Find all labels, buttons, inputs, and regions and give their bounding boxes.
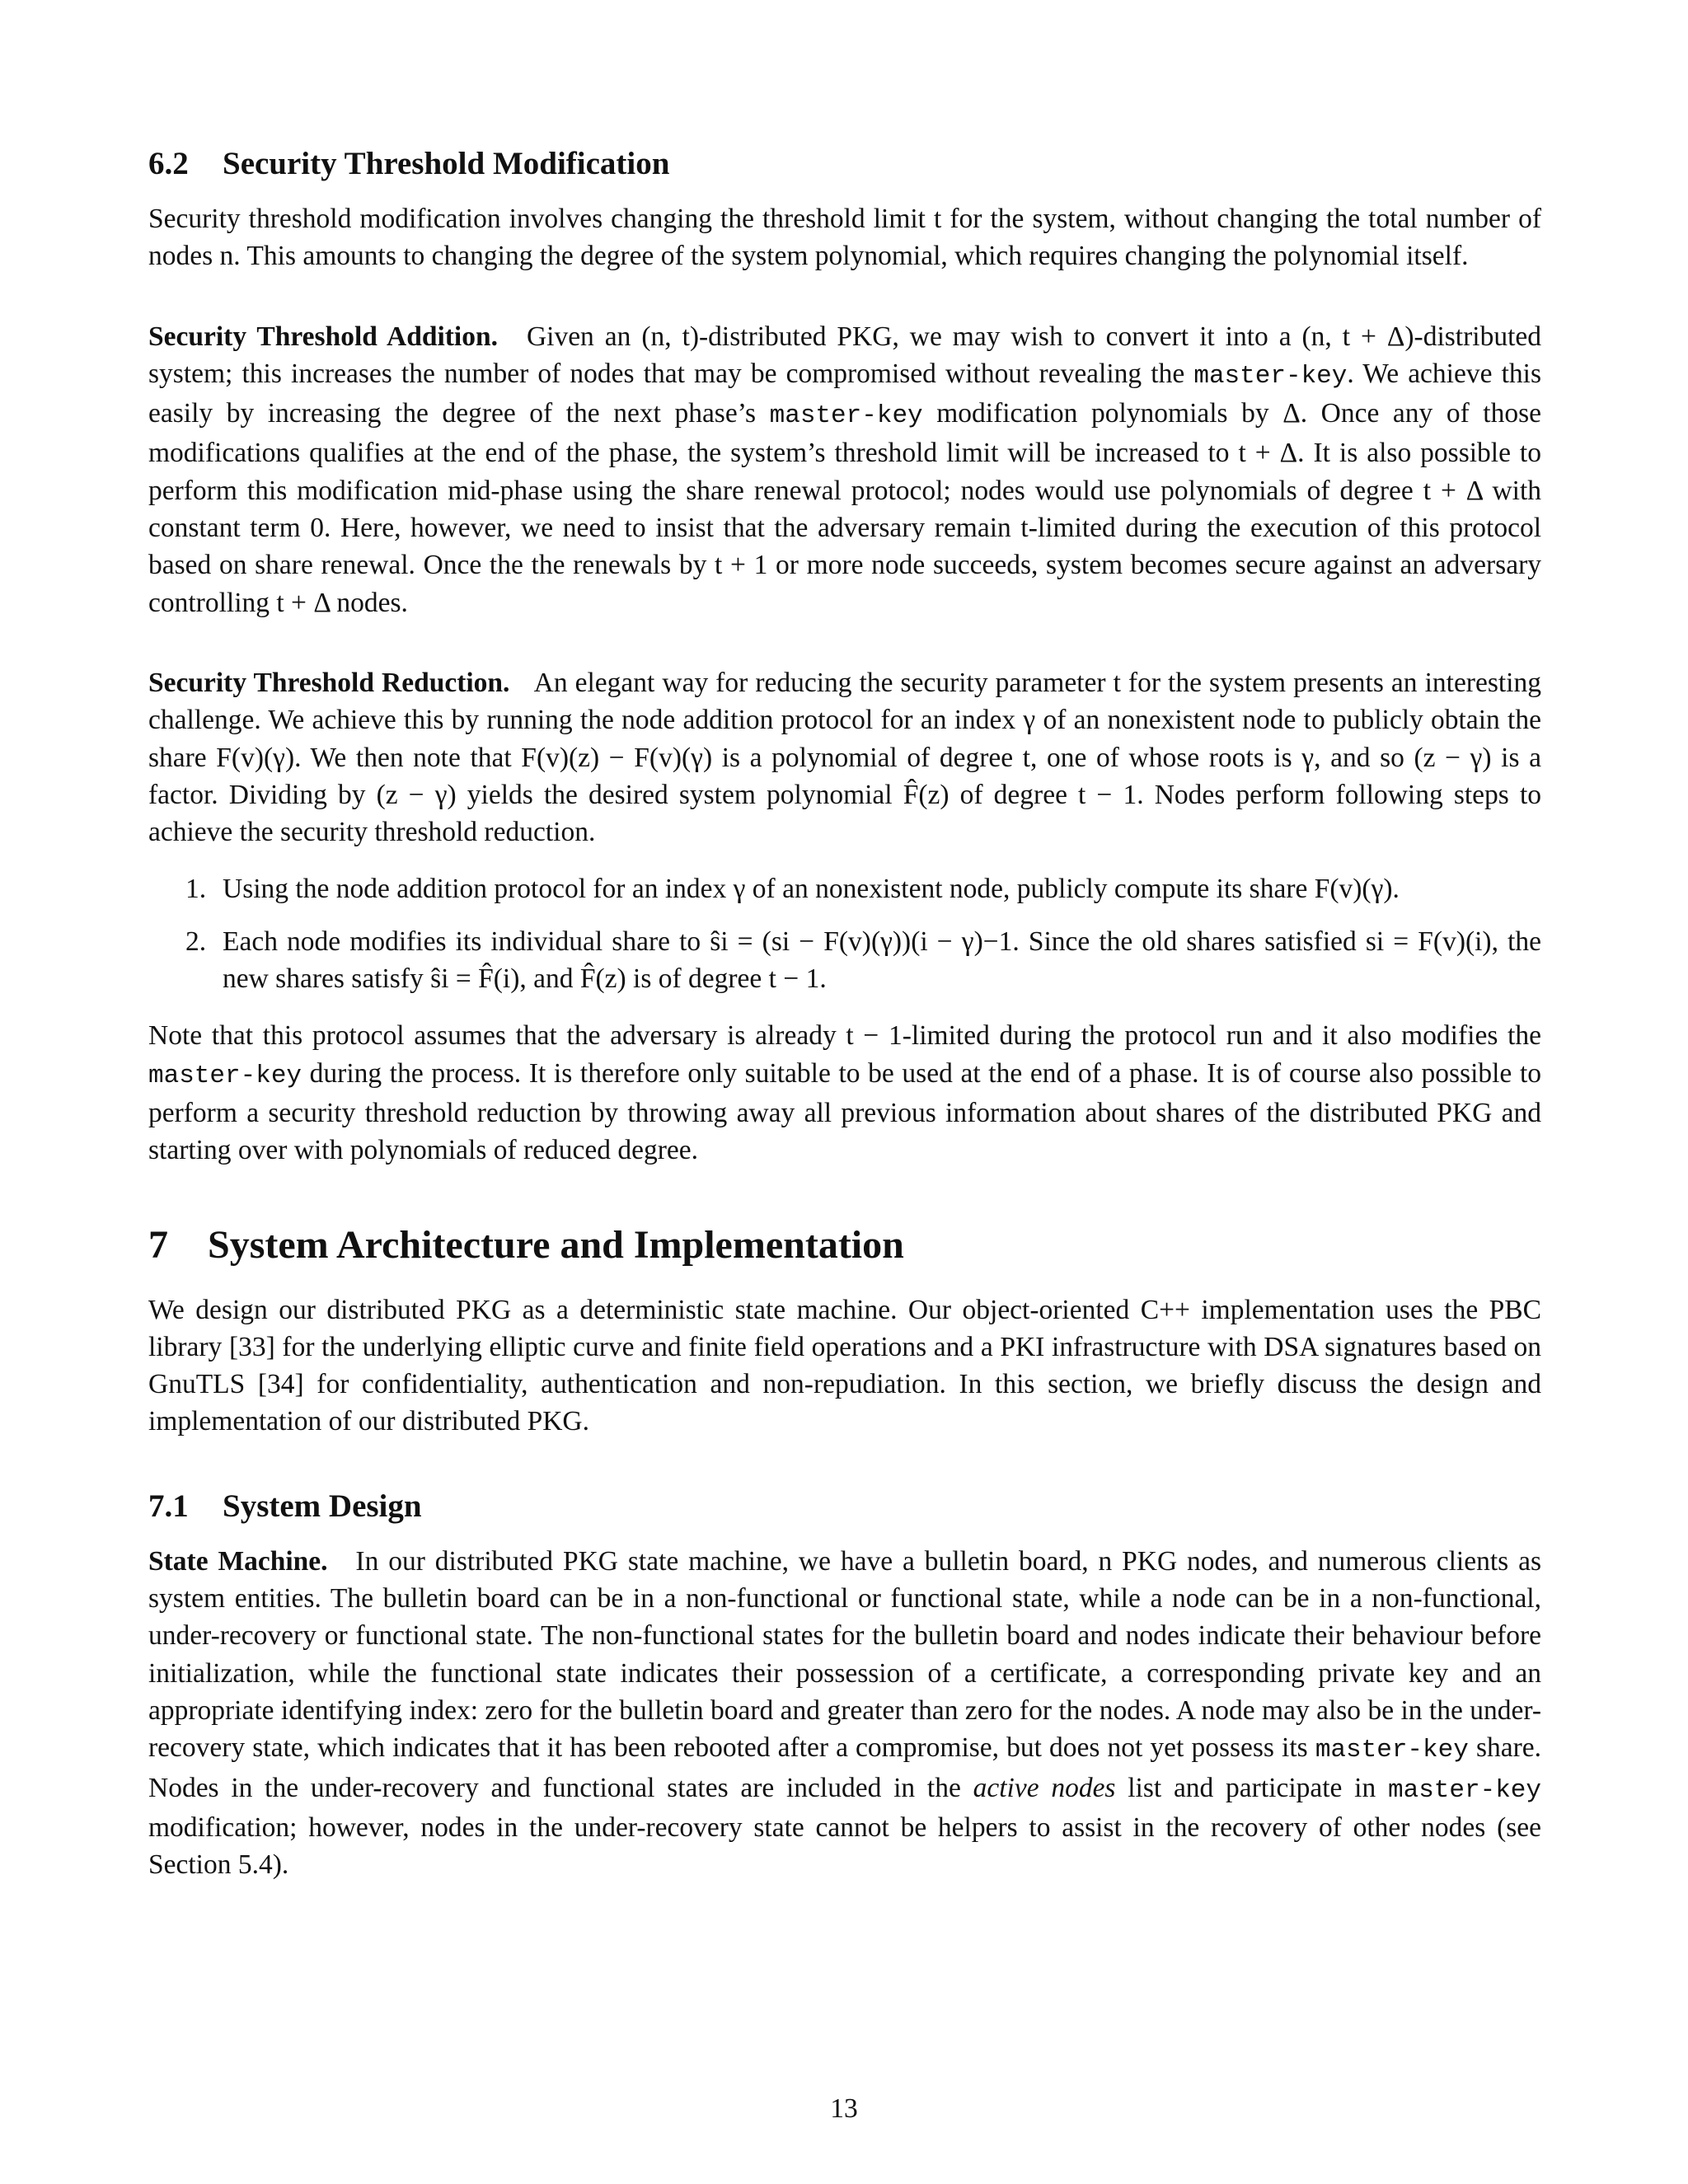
- page-body: [148, 144, 1541, 1883]
- section-heading-7: [148, 1221, 1541, 1270]
- list-item-number: 2.: [185, 926, 207, 957]
- list-item: [148, 870, 1541, 907]
- section-number: 7: [148, 1222, 168, 1267]
- addition-text-a: Given an (n, t)-distributed PKG, we may wish to convert it into a (n, t + Δ)-distributed system; this increases the number of nodes that may be compromised without revealing the: [148, 321, 1542, 389]
- state-text-a: In our distributed PKG state machine, we have a bulletin board, n PKG nodes, and numerous clients as system entities. The bulletin board can be in a non-functional or functional state, while a node can be in a non-functional, under-recovery or functional state. The non-functional states for the bulletin board and nodes indicate their behaviour before initialization, while the functional state indicates their possession of a certificate, a corresponding private key and an appropriate identifying index: zero for the bulletin board and greater than zero for the nodes. A node may also be in the under-recovery state, which indicates that it has been rebooted after a compromise, but does not yet possess its: [148, 1545, 1541, 1764]
- addition-text-b: . We achieve this easily by increasing the degree of the next phase’s: [148, 358, 1541, 429]
- list-item: [148, 923, 1541, 998]
- code-master-key: master-key: [1315, 1736, 1469, 1765]
- addition-text-c: modification polynomials by Δ. Once any of those modifications qualifies at the end of the phase, the system’s threshold limit will be increased to t + Δ. It is also possible to perform this modification mid-phase using the share renewal protocol; nodes would use polynomials of degree t + Δ with constant term 0. Here, however, we need to insist that the adversary remain t-limited during the execution of this protocol based on share renewal. Once the the renewals by t + 1 or more node succeeds, system becomes secure against an adversary controlling t + Δ nodes.: [148, 398, 1542, 618]
- list-item-text: Using the node addition protocol for an index γ of an nonexistent node, publicly compute its share F(v)(γ).: [223, 874, 1400, 905]
- paragraph-threshold-modification: Security threshold modification involves changing the threshold limit t for the system, without changing the total number of nodes n. This amounts to changing the degree of the system polynomial, which requires changing the polynomial itself.: [148, 204, 1541, 272]
- note-text-b: during the process. It is therefore only suitable to be used at the end of a phase. It is of course also possible to perform a security threshold reduction by throwing away all previous information about shares of the distributed PKG and starting over with polynomials of reduced degree.: [148, 1057, 1542, 1166]
- list-item-number: 1.: [185, 874, 207, 905]
- reduction-steps-list: [148, 870, 1541, 997]
- code-master-key: master-key: [148, 1061, 302, 1090]
- section-number: 7.1: [148, 1488, 189, 1524]
- code-master-key: master-key: [1387, 1775, 1542, 1805]
- runin-heading-reduction: Security Threshold Reduction.: [148, 667, 510, 698]
- section-title: System Architecture and Implementation: [208, 1222, 904, 1267]
- runin-heading-state-machine: State Machine.: [148, 1545, 328, 1577]
- section-heading-6-2: [148, 144, 1541, 184]
- paragraph-threshold-reduction: [148, 664, 1541, 851]
- list-item-text: Each node modifies its individual share to ŝi = (si − F(v)(γ))(i − γ)−1. Since the old shares satisfied si = F(v)(i), the new shares satisfy ŝi = F̂(i), and F̂(z) is of degree t − 1.: [223, 926, 1541, 995]
- state-text-c: list and participate in: [1128, 1772, 1376, 1803]
- paragraph-reduction-note: [148, 1017, 1541, 1169]
- section-number: 6.2: [148, 146, 189, 181]
- state-text-d: modification; however, nodes in the under-recovery state cannot be helpers to assist in the recovery of other nodes (see Section 5.4).: [148, 1811, 1541, 1881]
- section-title: System Design: [223, 1488, 422, 1524]
- paragraph-architecture-intro: We design our distributed PKG as a deterministic state machine. Our object-oriented C++ implementation uses the PBC library [33] for the underlying elliptic curve and finite field operations and a PKI infrastructure with DSA signatures based on GnuTLS [34] for confidentiality, authentication and non-repudiation. In this section, we briefly discuss the design and implementation of our distributed PKG.: [148, 1294, 1541, 1437]
- paragraph-threshold-addition: [148, 318, 1541, 621]
- section-title: Security Threshold Modification: [223, 146, 670, 181]
- state-text-b: share. Nodes in the under-recovery and functional states are included in the: [148, 1732, 1541, 1803]
- note-text-a: Note that this protocol assumes that the adversary is already t − 1-limited during the protocol run and it also modifies the: [148, 1020, 1541, 1052]
- paragraph-state-machine: [148, 1543, 1541, 1884]
- section-heading-7-1: [148, 1487, 1541, 1526]
- code-master-key: master-key: [1193, 361, 1348, 391]
- emphasis-active-nodes: active nodes: [973, 1772, 1116, 1803]
- page-number: 13: [830, 2093, 858, 2124]
- code-master-key: master-key: [769, 401, 923, 431]
- reduction-text: An elegant way for reducing the security parameter t for the system presents an interesting challenge. We achieve this by running the node addition protocol for an index γ of an nonexistent node to publicly obtain the share F(v)(γ). We then note that F(v)(z) − F(v)(γ) is a polynomial of degree t, one of whose roots is γ, and so (z − γ) is a factor. Dividing by (z − γ) yields the desired system polynomial F̂(z) of degree t − 1. Nodes perform following steps to achieve the security threshold reduction.: [148, 667, 1541, 848]
- runin-heading-addition: Security Threshold Addition.: [148, 321, 498, 352]
